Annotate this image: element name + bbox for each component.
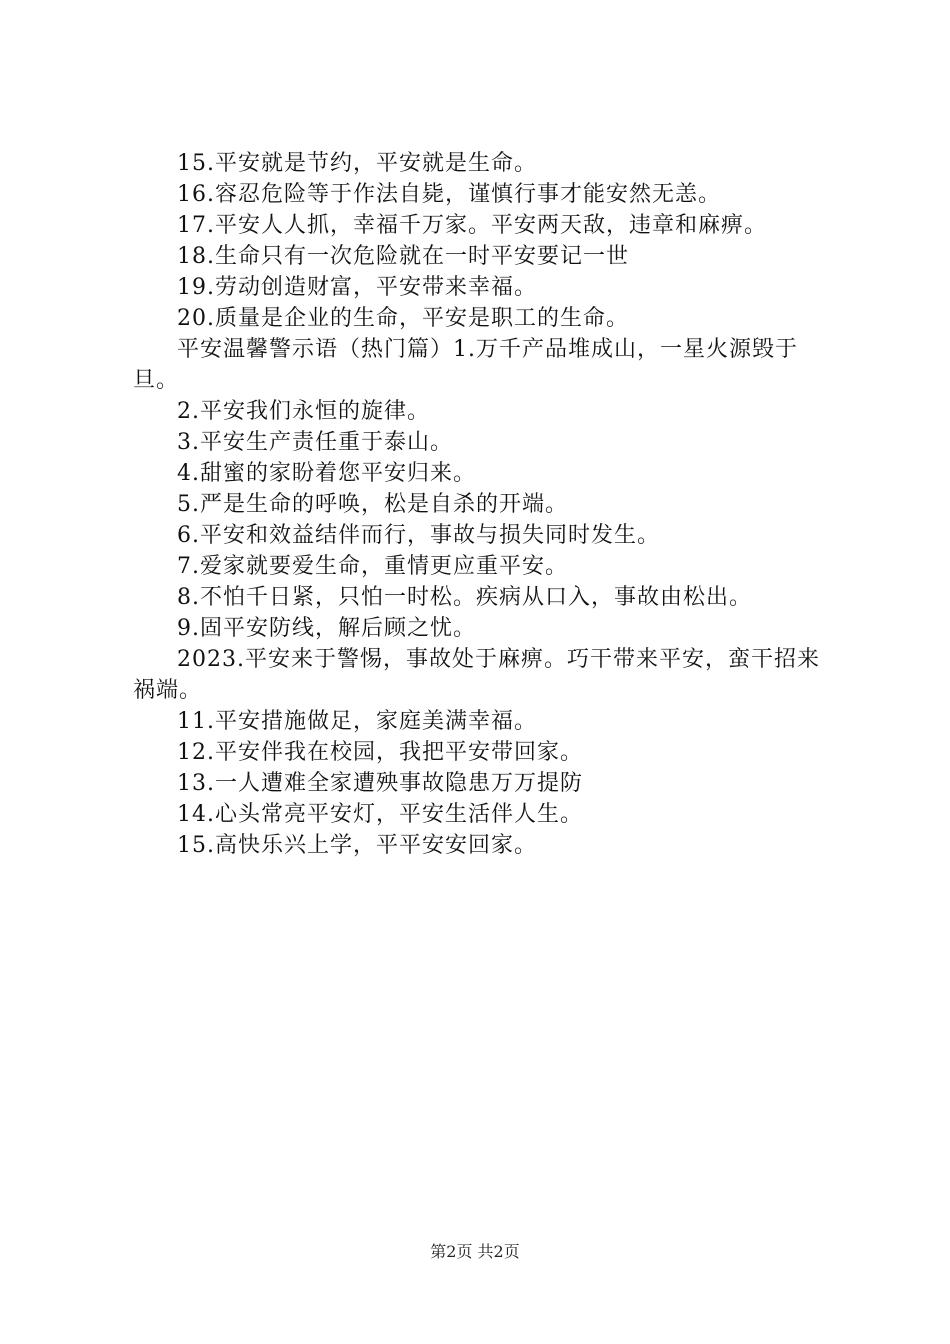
paragraph: 8.不怕千日紧，只怕一时松。疾病从口入，事故由松出。 [177, 585, 752, 610]
paragraph: 4.甜蜜的家盼着您平安归来。 [177, 461, 476, 486]
paragraph: 14.心头常亮平安灯，平安生活伴人生。 [177, 802, 583, 827]
paragraph: 3.平安生产责任重于泰山。 [177, 430, 453, 455]
paragraph: 6.平安和效益结伴而行，事故与损失同时发生。 [177, 523, 660, 548]
paragraph: 11.平安措施做足，家庭美满幸福。 [177, 709, 537, 734]
paragraph: 19.劳动创造财富，平安带来幸福。 [177, 275, 537, 300]
paragraph: 2.平安我们永恒的旋律。 [177, 399, 430, 424]
paragraph: 20.质量是企业的生命，平安是职工的生命。 [177, 306, 629, 331]
paragraph: 15.高快乐兴上学，平平安安回家。 [177, 833, 537, 858]
paragraph: 7.爱家就要爱生命，重情更应重平安。 [177, 554, 568, 579]
paragraph: 16.容忍危险等于作法自毙，谨慎行事才能安然无恙。 [177, 182, 721, 207]
document-body [133, 148, 833, 861]
paragraph: 18.生命只有一次危险就在一时平安要记一世 [177, 244, 629, 269]
page-number-label: 第2页 共2页 [430, 1242, 520, 1261]
paragraph: 13.一人遭难全家遭殃事故隐患万万提防 [177, 771, 583, 796]
paragraph: 9.固平安防线，解后顾之忧。 [177, 616, 476, 641]
page-footer [0, 1241, 950, 1263]
paragraph: 12.平安伴我在校园，我把平安带回家。 [177, 740, 583, 765]
paragraph: 2023.平安来于警惕，事故处于麻痹。巧干带来平安，蛮干招来祸端。 [133, 647, 820, 703]
paragraph: 5.严是生命的呼唤，松是自杀的开端。 [177, 492, 568, 517]
paragraph: 15.平安就是节约，平安就是生命。 [177, 151, 537, 176]
paragraph: 17.平安人人抓，幸福千万家。平安两天敌，违章和麻痹。 [177, 213, 767, 238]
section-heading-paragraph: 平安温馨警示语（热门篇）1.万千产品堆成山，一星火源毁于旦。 [133, 337, 798, 393]
